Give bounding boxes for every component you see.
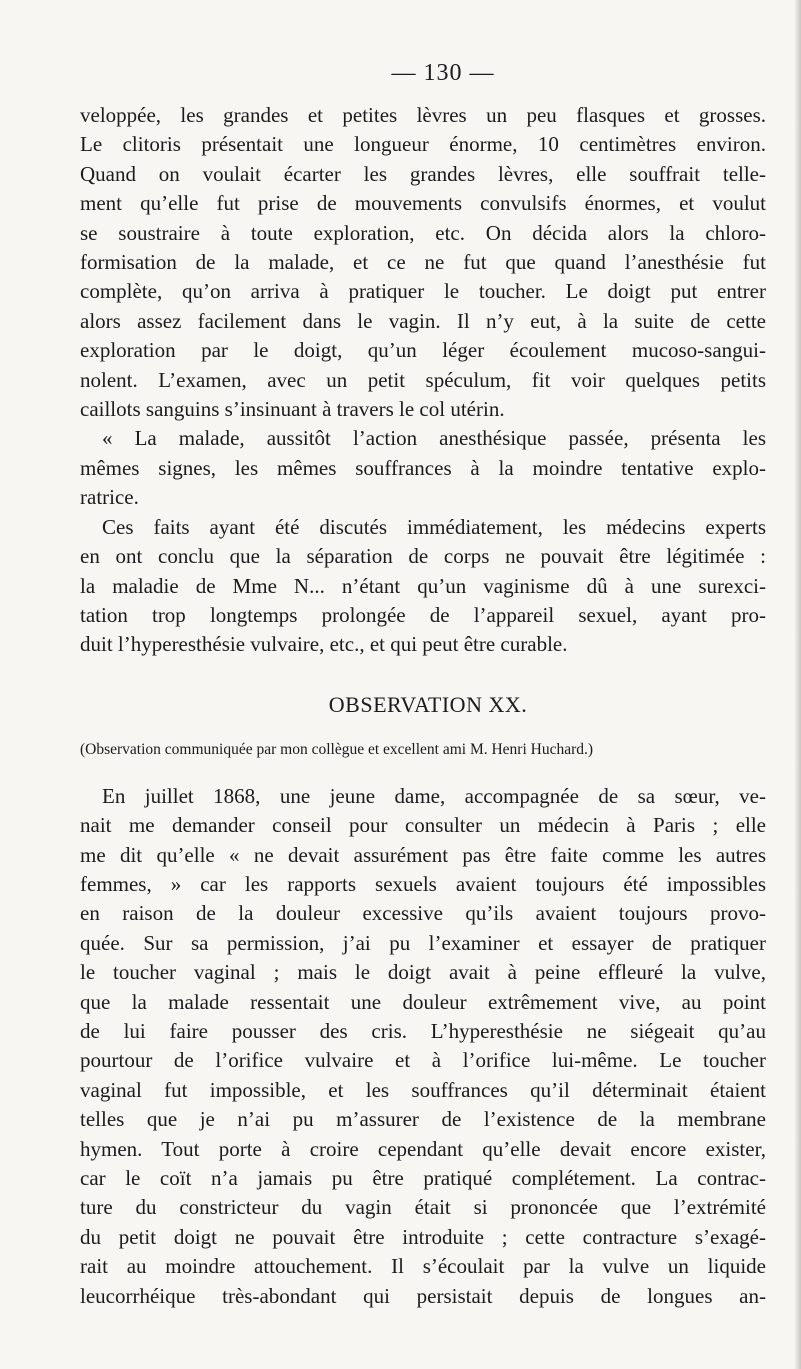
text-line: rait au moindre attouchement. Il s’écoulait par la vulve un liquide bbox=[80, 1254, 766, 1279]
text-line: nait me demander conseil pour consulter un médecin à Paris ; elle bbox=[80, 813, 766, 838]
text-line: nolent. L’examen, avec un petit spéculum, fit voir quelques petits bbox=[80, 367, 766, 392]
text-line: pourtour de l’orifice vulvaire et à l’orifice lui-même. Le toucher bbox=[80, 1048, 766, 1073]
text-line: me dit qu’elle « ne devait assurément pas être faite comme les autres bbox=[80, 842, 766, 867]
text-line: formisation de la malade, et ce ne fut que quand l’anesthésie fut bbox=[80, 250, 766, 275]
text-line: de lui faire pousser des cris. L’hyperesthésie ne siégeait qu’au bbox=[80, 1018, 766, 1043]
text-line: femmes, » car les rapports sexuels avaient toujours été impossibles bbox=[80, 871, 766, 896]
text-line: quée. Sur sa permission, j’ai pu l’examiner et essayer de pratiquer bbox=[80, 930, 766, 955]
text-line: leucorrhéique très-abondant qui persistait depuis de longues an- bbox=[80, 1283, 766, 1308]
text-line: veloppée, les grandes et petites lèvres un peu flasques et grosses. bbox=[80, 103, 766, 127]
text-line: « La malade, aussitôt l’action anesthésique passée, présenta les bbox=[102, 426, 766, 451]
text-line: ment qu’elle fut prise de mouvements convulsifs énormes, et voulut bbox=[80, 191, 766, 216]
page-number: — 130 — bbox=[391, 60, 495, 86]
page-edge-shadow bbox=[794, 0, 801, 1369]
paragraph-2 bbox=[80, 424, 766, 512]
attribution-note: (Observation communiquée par mon collègue et excellent ami M. Henri Huchard.) bbox=[80, 740, 594, 758]
text-line: Quand on voulait écarter les grandes lèvres, elle souffrait telle- bbox=[80, 161, 766, 186]
text-line: hymen. Tout porte à croire cependant qu’elle devait encore exister, bbox=[80, 1136, 766, 1161]
text-line: en raison de la douleur excessive qu’ils avaient toujours provo- bbox=[80, 901, 766, 926]
section-heading: OBSERVATION XX. bbox=[328, 691, 528, 717]
text-line: complète, qu’on arriva à pratiquer le toucher. Le doigt put entrer bbox=[80, 279, 766, 304]
paragraph-3 bbox=[80, 513, 766, 660]
paragraph-4 bbox=[80, 782, 766, 1311]
paragraph-1 bbox=[80, 101, 766, 424]
text-line: tation trop longtemps prolongée de l’appareil sexuel, ayant pro- bbox=[80, 602, 766, 627]
text-line: alors assez facilement dans le vagin. Il n’y eut, à la suite de cette bbox=[80, 308, 766, 333]
text-line: caillots sanguins s’insinuant à travers le col utérin. bbox=[80, 397, 505, 422]
text-line: vaginal fut impossible, et les souffrances qu’il déterminait étaient bbox=[80, 1077, 766, 1102]
text-line: ratrice. bbox=[80, 485, 139, 510]
text-line: Ces faits ayant été discutés immédiatement, les médecins experts bbox=[102, 514, 766, 539]
text-line: le toucher vaginal ; mais le doigt avait à peine effleuré la vulve, bbox=[80, 960, 766, 985]
text-line: du petit doigt ne pouvait être introduite ; cette contracture s’exagé- bbox=[80, 1224, 766, 1249]
text-line: car le coït n’a jamais pu être pratiqué complétement. La contrac- bbox=[80, 1166, 766, 1190]
text-line: en ont conclu que la séparation de corps ne pouvait être légitimée : bbox=[80, 544, 766, 569]
text-line: Le clitoris présentait une longueur énorme, 10 centimètres environ. bbox=[80, 132, 766, 157]
text-line: duit l’hyperesthésie vulvaire, etc., et qui peut être curable. bbox=[80, 632, 568, 657]
text-line: ture du constricteur du vagin était si prononcée que l’extrémité bbox=[80, 1195, 766, 1220]
page-text bbox=[80, 60, 766, 1311]
text-line: En juillet 1868, une jeune dame, accompagnée de sa sœur, ve- bbox=[102, 783, 766, 808]
text-line: exploration par le doigt, qu’un léger écoulement mucoso-sangui- bbox=[80, 338, 766, 363]
text-line: se soustraire à toute exploration, etc. On décida alors la chloro- bbox=[80, 220, 766, 245]
text-line: telles que je n’ai pu m’assurer de l’existence de la membrane bbox=[80, 1107, 766, 1132]
text-line: que la malade ressentait une douleur extrêmement vive, au point bbox=[80, 989, 766, 1014]
text-line: mêmes signes, les mêmes souffrances à la moindre tentative explo- bbox=[80, 455, 766, 480]
text-line: la maladie de Mme N... n’étant qu’un vaginisme dû à une surexci- bbox=[80, 573, 766, 598]
